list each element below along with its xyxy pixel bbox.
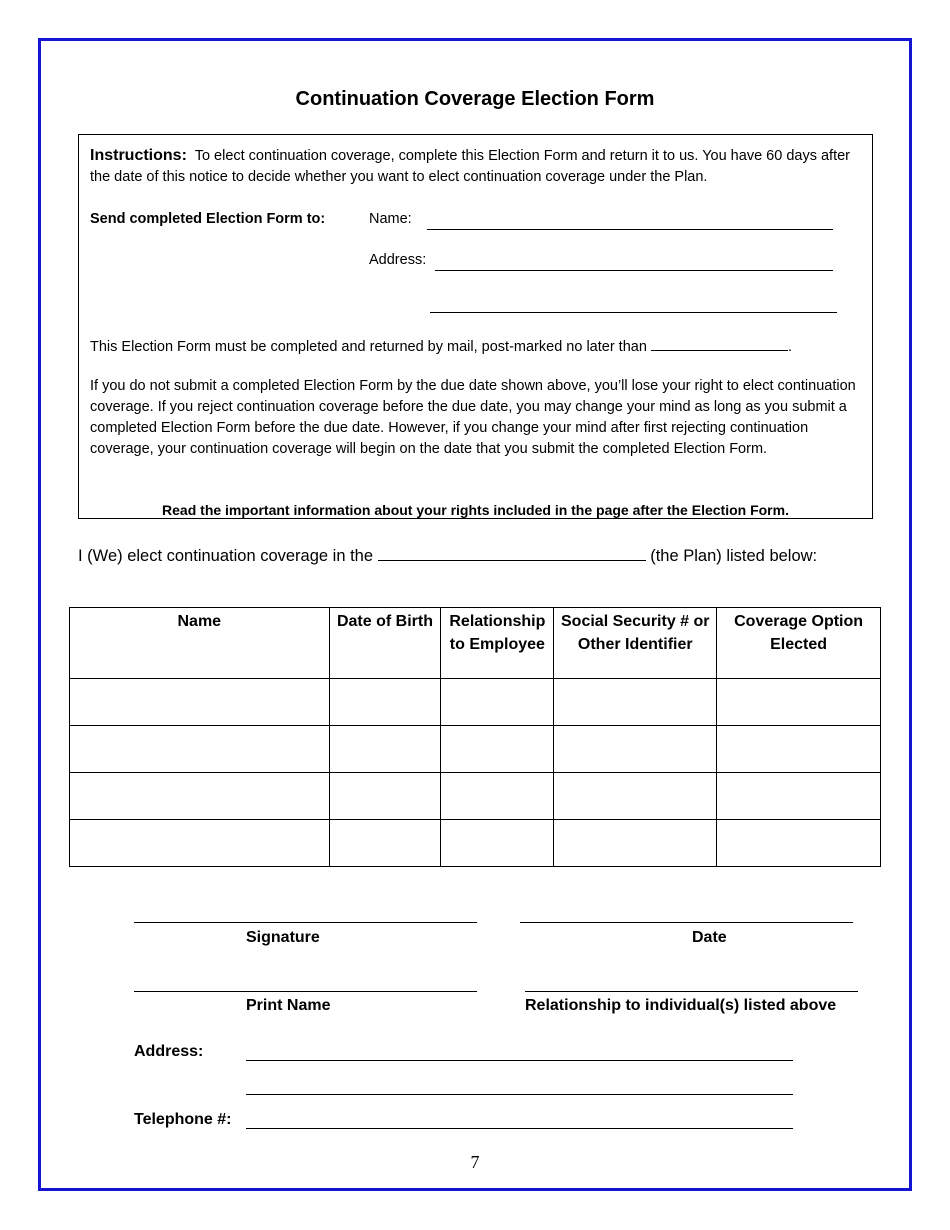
send-address-field-2[interactable] [430,311,837,313]
deadline-suffix: . [787,339,792,355]
instructions-box [78,134,873,519]
table-cell[interactable] [329,773,441,820]
send-to-label: Send completed Election Form to: [90,211,326,227]
print-name-label: Print Name [246,997,331,1014]
table-cell[interactable] [554,726,717,773]
table-row [70,773,881,820]
address-field-1[interactable] [246,1059,793,1061]
address-label: Address: [134,1043,204,1060]
table-cell[interactable] [441,726,554,773]
important-note: Read the important information about your rights included in the page after the Election Form. [162,502,789,518]
send-address-field-1[interactable] [435,269,833,271]
table-cell[interactable] [717,773,881,820]
telephone-field[interactable] [246,1127,793,1129]
table-cell[interactable] [329,726,441,773]
relationship-field[interactable] [525,990,858,992]
table-header-row [70,608,881,679]
form-title: Continuation Coverage Election Form [295,88,655,110]
election-suffix: (the Plan) listed below: [650,547,818,565]
date-field[interactable] [520,921,853,923]
signature-label: Signature [246,929,320,946]
table-cell[interactable] [717,679,881,726]
table-cell[interactable] [441,820,554,867]
warning-text: If you do not submit a completed Election Form by the due date shown above, you’ll lose your right to elect continuation coverage. If you reject continuation coverage before the due date, you may change your mind as long as you submit a completed Election Form before the due date. However, if you change your mind after first rejecting continuation coverage, your continuation coverage will begin on the date that you submit the completed Election Form. [90,378,856,457]
relationship-label: Relationship to individual(s) listed above [525,997,837,1014]
instructions-paragraph [90,145,865,188]
date-label: Date [692,929,727,946]
page-number: 7 [470,1152,480,1172]
telephone-label: Telephone #: [134,1111,232,1128]
table-row [70,679,881,726]
header-coverage-option: Coverage Option Elected [717,608,881,679]
deadline-text: This Election Form must be completed and returned by mail, post-marked no later than [90,339,647,355]
table-cell[interactable] [70,679,330,726]
table-cell[interactable] [329,820,441,867]
table-row [70,820,881,867]
instructions-heading: Instructions: [90,147,187,164]
header-name: Name [70,608,330,679]
table-cell[interactable] [70,726,330,773]
signature-field[interactable] [134,921,477,923]
table-cell[interactable] [70,773,330,820]
header-date-of-birth: Date of Birth [329,608,441,679]
send-name-label: Name: [369,211,412,227]
send-name-field[interactable] [427,228,833,230]
header-ssn: Social Security # or Other Identifier [554,608,717,679]
election-prefix: I (We) elect continuation coverage in the [78,547,374,565]
table-cell[interactable] [554,679,717,726]
table-cell[interactable] [70,820,330,867]
table-cell[interactable] [717,820,881,867]
table-cell[interactable] [441,679,554,726]
header-relationship: Relationship to Employee [441,608,554,679]
deadline-date-field[interactable] [651,336,788,351]
election-statement [78,544,817,566]
table-cell[interactable] [554,773,717,820]
instructions-text: To elect continuation coverage, complete this Election Form and return it to us. You have 60 days after the date of this notice to decide whether you want to elect continuation coverage under the Plan. [90,148,850,185]
print-name-field[interactable] [134,990,477,992]
deadline-sentence [90,336,792,355]
plan-name-field[interactable] [378,544,646,561]
table-row [70,726,881,773]
send-address-label: Address: [369,252,427,268]
table-cell[interactable] [329,679,441,726]
table-cell[interactable] [441,773,554,820]
address-field-2[interactable] [246,1093,793,1095]
table-cell[interactable] [717,726,881,773]
coverage-table [69,607,881,867]
table-cell[interactable] [554,820,717,867]
